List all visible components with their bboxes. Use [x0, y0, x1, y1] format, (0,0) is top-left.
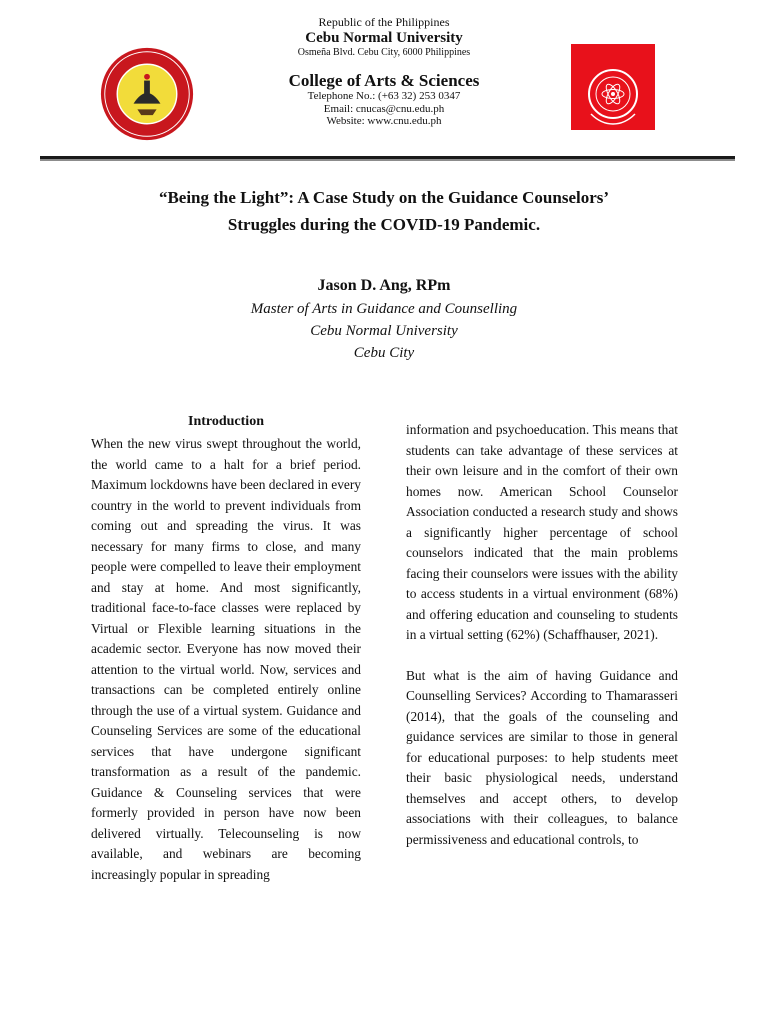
paper-title-line-1: “Being the Light”: A Case Study on the Guidance Counselors’: [158, 188, 610, 207]
right-paragraph-2: But what is the aim of having Guidance and Counselling Services? According to Thamarasseri (2014), that the goals of the counseling and guidance services are similar to those in general for educational purposes: to help students meet their basic physiological needs, understand themselves and accept others, to develop associations with their colleagues, to balance permissiveness and educational controls, to: [406, 667, 678, 847]
email-line: Email: cnucas@cnu.edu.ph: [323, 102, 445, 115]
website-line: Website: www.cnu.edu.ph: [326, 115, 442, 128]
college-of-arts-and-sciences-logo: [571, 44, 655, 130]
university-address: Osmeña Blvd. Cebu City, 6000 Philippines: [297, 47, 471, 59]
cebu-normal-university-seal-logo: [99, 46, 195, 142]
author-block: [90, 274, 678, 364]
introduction-paragraph: When the new virus swept throughout the world, the world came to a halt for a brief period. Maximum lockdowns have been declared in every country in the world to prevent individuals from coming out and spreading the virus. It was necessary for many firms to close, and many people were compelled to leave their employment and stay at home. And most significantly, traditional face-to-face classes were replaced by Virtual or Flexible learning situations in the academic sector. Everyone has now moved their attention to the virtual world. Now, services and transactions can be completed entirely online through the use of a virtual system. Guidance and Counseling Services are some of the educational services that have undergone significant transformation as a result of the pandemic. Guidance & Counseling services that were formerly provided in person have now been delivered virtually. Telecounseling is now available, and webinars are becoming increasingly popular in spreading: [91, 436, 361, 882]
header-divider: [40, 156, 735, 159]
telephone-line: Telephone No.: (+63 32) 253 0347: [307, 90, 461, 103]
letterhead-text: [200, 14, 568, 128]
section-heading-introduction: Introduction: [188, 414, 264, 429]
college-name: College of Arts & Sciences: [288, 70, 480, 90]
right-paragraph-1: information and psychoeducation. This means that students can take advantage of these services at their own leisure and in the comfort of their own homes now. American School Counselor Association conducted a research study and shows a significantly higher percentage of school counselors indicated that the main problems facing their counselors were issues with the ability to access students in a virtual environment (68%) and offering education and counseling to students in a virtual setting (62%) (Schaffhauser, 2021).: [406, 422, 678, 642]
paper-title-line-2: Struggles during the COVID-19 Pandemic.: [227, 215, 541, 234]
paper-title: [90, 184, 678, 238]
author-name: Jason D. Ang, RPm: [317, 277, 451, 294]
university-name: Cebu Normal University: [305, 29, 463, 46]
author-affiliation-program: Master of Arts in Guidance and Counselling: [250, 301, 518, 317]
right-column: [406, 420, 678, 850]
author-affiliation-university: Cebu Normal University: [310, 323, 458, 339]
letterhead: [0, 14, 768, 160]
author-affiliation-city: Cebu City: [353, 345, 415, 361]
republic-line: Republic of the Philippines: [318, 15, 450, 29]
left-column: [91, 412, 361, 885]
